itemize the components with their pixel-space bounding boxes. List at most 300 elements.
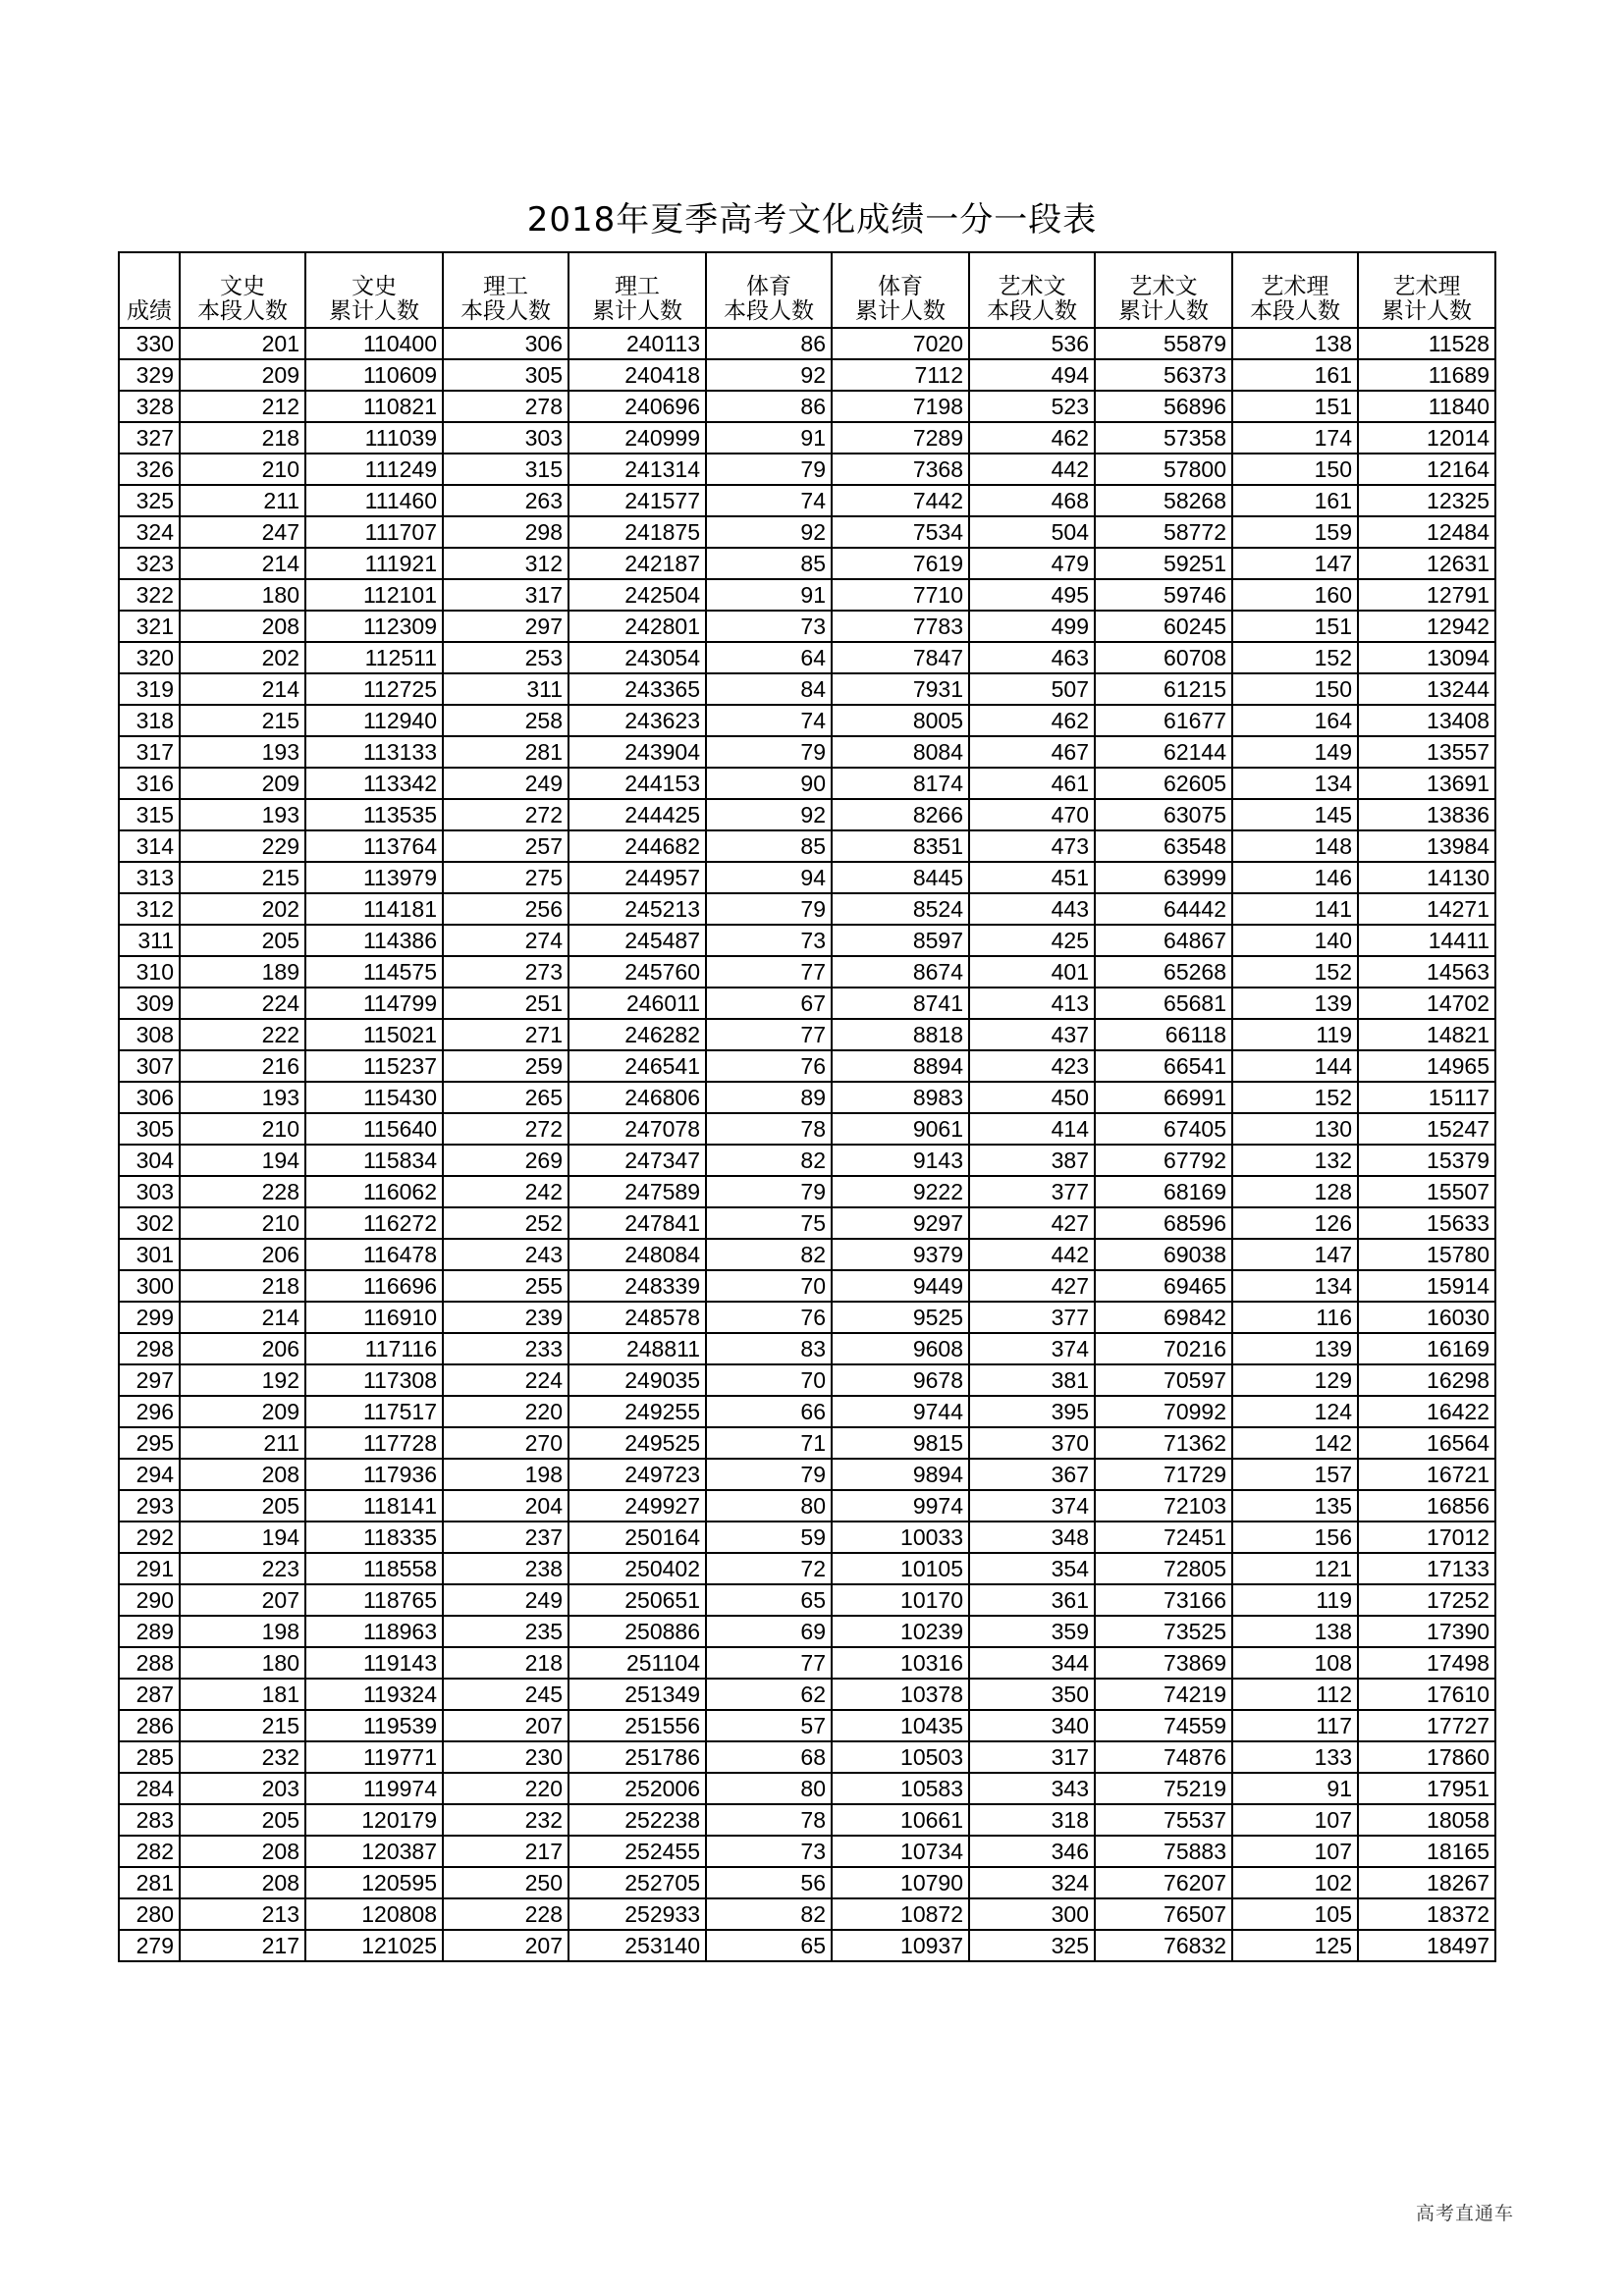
cell-ws_cum: 113133 xyxy=(305,736,443,768)
cell-ysl_seg: 128 xyxy=(1232,1176,1358,1207)
cell-ws_seg: 208 xyxy=(180,1459,305,1490)
cell-ysw_seg: 381 xyxy=(969,1364,1095,1396)
table-row xyxy=(119,328,1495,359)
cell-ysw_cum: 67792 xyxy=(1095,1145,1232,1176)
table-row xyxy=(119,925,1495,956)
cell-lg_seg: 272 xyxy=(443,799,568,830)
cell-score: 321 xyxy=(119,611,180,642)
cell-lg_cum: 248811 xyxy=(568,1333,706,1364)
cell-lg_cum: 252933 xyxy=(568,1898,706,1930)
cell-ysw_seg: 387 xyxy=(969,1145,1095,1176)
cell-ysl_seg: 151 xyxy=(1232,611,1358,642)
table-row xyxy=(119,1396,1495,1427)
column-header-category: 理工 xyxy=(483,274,528,300)
cell-ws_seg: 205 xyxy=(180,1490,305,1522)
cell-ysl_cum: 15780 xyxy=(1358,1239,1495,1270)
cell-ws_cum: 113764 xyxy=(305,830,443,862)
cell-score: 316 xyxy=(119,768,180,799)
table-row xyxy=(119,422,1495,454)
cell-ysw_cum: 70992 xyxy=(1095,1396,1232,1427)
cell-lg_seg: 233 xyxy=(443,1333,568,1364)
cell-ysl_cum: 14271 xyxy=(1358,893,1495,925)
cell-score: 318 xyxy=(119,705,180,736)
cell-ty_cum: 10583 xyxy=(832,1773,969,1804)
column-header-metric: 本段人数 xyxy=(724,298,814,325)
table-row xyxy=(119,1302,1495,1333)
cell-ws_cum: 114799 xyxy=(305,988,443,1019)
cell-ysw_seg: 473 xyxy=(969,830,1095,862)
table-row xyxy=(119,1930,1495,1961)
cell-ysw_seg: 443 xyxy=(969,893,1095,925)
cell-score: 310 xyxy=(119,956,180,988)
cell-ws_cum: 117308 xyxy=(305,1364,443,1396)
cell-ty_cum: 7534 xyxy=(832,516,969,548)
cell-ysl_cum: 17860 xyxy=(1358,1741,1495,1773)
cell-lg_seg: 230 xyxy=(443,1741,568,1773)
table-row xyxy=(119,1616,1495,1647)
cell-lg_seg: 243 xyxy=(443,1239,568,1270)
table-row xyxy=(119,1490,1495,1522)
cell-ws_seg: 193 xyxy=(180,799,305,830)
cell-lg_cum: 240418 xyxy=(568,359,706,391)
table-row xyxy=(119,1804,1495,1836)
cell-ty_cum: 8741 xyxy=(832,988,969,1019)
cell-ysw_cum: 75537 xyxy=(1095,1804,1232,1836)
cell-ty_seg: 79 xyxy=(706,736,832,768)
cell-ty_seg: 56 xyxy=(706,1867,832,1898)
cell-ty_cum: 7198 xyxy=(832,391,969,422)
cell-ty_cum: 8351 xyxy=(832,830,969,862)
header-row xyxy=(119,252,1495,328)
cell-lg_seg: 250 xyxy=(443,1867,568,1898)
cell-ty_seg: 85 xyxy=(706,548,832,579)
cell-ty_cum: 9379 xyxy=(832,1239,969,1270)
cell-ws_cum: 118335 xyxy=(305,1522,443,1553)
cell-ysw_cum: 73869 xyxy=(1095,1647,1232,1679)
cell-ysw_cum: 73525 xyxy=(1095,1616,1232,1647)
cell-ty_seg: 66 xyxy=(706,1396,832,1427)
cell-ty_seg: 59 xyxy=(706,1522,832,1553)
cell-lg_seg: 278 xyxy=(443,391,568,422)
cell-lg_cum: 247347 xyxy=(568,1145,706,1176)
cell-ty_cum: 9222 xyxy=(832,1176,969,1207)
cell-ws_cum: 116062 xyxy=(305,1176,443,1207)
cell-ws_seg: 232 xyxy=(180,1741,305,1773)
cell-ysw_cum: 71729 xyxy=(1095,1459,1232,1490)
cell-ysl_cum: 13557 xyxy=(1358,736,1495,768)
table-row xyxy=(119,1584,1495,1616)
cell-ty_seg: 79 xyxy=(706,893,832,925)
cell-ty_cum: 7710 xyxy=(832,579,969,611)
column-header-metric: 本段人数 xyxy=(1250,298,1340,325)
cell-ysl_seg: 138 xyxy=(1232,328,1358,359)
cell-score: 291 xyxy=(119,1553,180,1584)
cell-ty_seg: 85 xyxy=(706,830,832,862)
cell-ysl_seg: 121 xyxy=(1232,1553,1358,1584)
cell-ws_cum: 119539 xyxy=(305,1710,443,1741)
cell-ty_cum: 8894 xyxy=(832,1050,969,1082)
cell-ws_seg: 215 xyxy=(180,1710,305,1741)
cell-ws_cum: 116696 xyxy=(305,1270,443,1302)
cell-ws_cum: 111460 xyxy=(305,485,443,516)
cell-ws_cum: 110400 xyxy=(305,328,443,359)
cell-ty_cum: 10435 xyxy=(832,1710,969,1741)
cell-ws_seg: 213 xyxy=(180,1898,305,1930)
cell-ws_seg: 217 xyxy=(180,1930,305,1961)
cell-ty_cum: 9449 xyxy=(832,1270,969,1302)
cell-ty_seg: 76 xyxy=(706,1302,832,1333)
cell-ysl_cum: 12014 xyxy=(1358,422,1495,454)
cell-lg_seg: 220 xyxy=(443,1396,568,1427)
cell-lg_cum: 244682 xyxy=(568,830,706,862)
column-header-category: 体育 xyxy=(878,274,923,300)
cell-ws_cum: 115237 xyxy=(305,1050,443,1082)
cell-ysw_seg: 317 xyxy=(969,1741,1095,1773)
cell-ws_cum: 116910 xyxy=(305,1302,443,1333)
cell-score: 327 xyxy=(119,422,180,454)
column-header-category: 体育 xyxy=(746,274,791,300)
cell-ty_cum: 10378 xyxy=(832,1679,969,1710)
cell-lg_seg: 298 xyxy=(443,516,568,548)
cell-lg_seg: 274 xyxy=(443,925,568,956)
cell-ws_cum: 119324 xyxy=(305,1679,443,1710)
cell-ws_cum: 110821 xyxy=(305,391,443,422)
cell-ws_cum: 119974 xyxy=(305,1773,443,1804)
cell-ysl_cum: 17498 xyxy=(1358,1647,1495,1679)
cell-ty_seg: 77 xyxy=(706,956,832,988)
cell-ws_seg: 209 xyxy=(180,1396,305,1427)
cell-ws_cum: 113342 xyxy=(305,768,443,799)
column-header-ysl_cum xyxy=(1358,252,1495,328)
cell-lg_cum: 251104 xyxy=(568,1647,706,1679)
cell-ty_cum: 8674 xyxy=(832,956,969,988)
cell-ysl_seg: 147 xyxy=(1232,1239,1358,1270)
cell-score: 302 xyxy=(119,1207,180,1239)
cell-ty_cum: 7289 xyxy=(832,422,969,454)
cell-ws_seg: 210 xyxy=(180,1207,305,1239)
cell-ty_seg: 74 xyxy=(706,705,832,736)
cell-ws_seg: 216 xyxy=(180,1050,305,1082)
cell-lg_seg: 317 xyxy=(443,579,568,611)
cell-ty_cum: 10790 xyxy=(832,1867,969,1898)
cell-ysl_seg: 150 xyxy=(1232,454,1358,485)
table-row xyxy=(119,1239,1495,1270)
cell-ty_seg: 68 xyxy=(706,1741,832,1773)
cell-score: 307 xyxy=(119,1050,180,1082)
cell-ysl_seg: 144 xyxy=(1232,1050,1358,1082)
cell-ws_seg: 202 xyxy=(180,893,305,925)
column-header-category: 艺术理 xyxy=(1261,274,1329,300)
cell-ysw_cum: 63075 xyxy=(1095,799,1232,830)
cell-lg_seg: 224 xyxy=(443,1364,568,1396)
cell-score: 286 xyxy=(119,1710,180,1741)
cell-ws_cum: 117728 xyxy=(305,1427,443,1459)
cell-score: 294 xyxy=(119,1459,180,1490)
cell-ysw_cum: 56373 xyxy=(1095,359,1232,391)
column-header-metric: 累计人数 xyxy=(1381,298,1472,325)
cell-ws_seg: 208 xyxy=(180,1836,305,1867)
cell-ysl_seg: 102 xyxy=(1232,1867,1358,1898)
cell-lg_cum: 242187 xyxy=(568,548,706,579)
column-header-ysl_seg xyxy=(1232,252,1358,328)
cell-ysw_seg: 346 xyxy=(969,1836,1095,1867)
cell-ysw_cum: 69842 xyxy=(1095,1302,1232,1333)
cell-ty_cum: 9974 xyxy=(832,1490,969,1522)
cell-ty_seg: 86 xyxy=(706,391,832,422)
cell-ysl_seg: 152 xyxy=(1232,956,1358,988)
table-row xyxy=(119,579,1495,611)
cell-ysw_cum: 73166 xyxy=(1095,1584,1232,1616)
cell-score: 305 xyxy=(119,1113,180,1145)
cell-lg_seg: 303 xyxy=(443,422,568,454)
cell-lg_cum: 243904 xyxy=(568,736,706,768)
cell-ysl_seg: 141 xyxy=(1232,893,1358,925)
cell-ysl_cum: 18372 xyxy=(1358,1898,1495,1930)
cell-ty_cum: 10937 xyxy=(832,1930,969,1961)
cell-ysw_seg: 374 xyxy=(969,1333,1095,1364)
cell-ysl_seg: 117 xyxy=(1232,1710,1358,1741)
cell-ysw_cum: 66991 xyxy=(1095,1082,1232,1113)
cell-ysl_seg: 146 xyxy=(1232,862,1358,893)
cell-ysl_seg: 157 xyxy=(1232,1459,1358,1490)
table-row xyxy=(119,956,1495,988)
cell-ysw_seg: 413 xyxy=(969,988,1095,1019)
column-header-metric: 累计人数 xyxy=(1118,298,1209,325)
cell-ws_seg: 212 xyxy=(180,391,305,422)
cell-lg_seg: 257 xyxy=(443,830,568,862)
cell-ysl_cum: 14130 xyxy=(1358,862,1495,893)
cell-ysw_seg: 318 xyxy=(969,1804,1095,1836)
cell-lg_cum: 250651 xyxy=(568,1584,706,1616)
cell-score: 324 xyxy=(119,516,180,548)
cell-lg_seg: 249 xyxy=(443,768,568,799)
cell-ysw_seg: 494 xyxy=(969,359,1095,391)
table-row xyxy=(119,454,1495,485)
cell-ty_cum: 9525 xyxy=(832,1302,969,1333)
cell-ysl_seg: 134 xyxy=(1232,1270,1358,1302)
cell-lg_seg: 306 xyxy=(443,328,568,359)
cell-lg_cum: 248339 xyxy=(568,1270,706,1302)
cell-lg_cum: 240113 xyxy=(568,328,706,359)
cell-score: 280 xyxy=(119,1898,180,1930)
cell-score: 329 xyxy=(119,359,180,391)
cell-ws_seg: 210 xyxy=(180,454,305,485)
cell-ysw_cum: 75883 xyxy=(1095,1836,1232,1867)
table-row xyxy=(119,359,1495,391)
cell-lg_cum: 244153 xyxy=(568,768,706,799)
table-row xyxy=(119,1710,1495,1741)
cell-ysw_cum: 63548 xyxy=(1095,830,1232,862)
cell-ysl_cum: 12325 xyxy=(1358,485,1495,516)
cell-lg_cum: 241314 xyxy=(568,454,706,485)
cell-ty_cum: 10872 xyxy=(832,1898,969,1930)
cell-ty_cum: 10033 xyxy=(832,1522,969,1553)
cell-ty_cum: 9678 xyxy=(832,1364,969,1396)
cell-ysl_cum: 17727 xyxy=(1358,1710,1495,1741)
table-row xyxy=(119,1427,1495,1459)
table-row xyxy=(119,1522,1495,1553)
cell-ysw_seg: 401 xyxy=(969,956,1095,988)
cell-lg_seg: 207 xyxy=(443,1930,568,1961)
cell-ysl_cum: 12942 xyxy=(1358,611,1495,642)
cell-ty_seg: 78 xyxy=(706,1113,832,1145)
table-body xyxy=(119,328,1495,1961)
cell-ysl_seg: 142 xyxy=(1232,1427,1358,1459)
cell-ysl_cum: 18497 xyxy=(1358,1930,1495,1961)
cell-ws_seg: 210 xyxy=(180,1113,305,1145)
cell-ysl_seg: 152 xyxy=(1232,642,1358,673)
cell-lg_seg: 249 xyxy=(443,1584,568,1616)
cell-score: 290 xyxy=(119,1584,180,1616)
cell-ysw_cum: 66541 xyxy=(1095,1050,1232,1082)
cell-ysw_seg: 437 xyxy=(969,1019,1095,1050)
cell-ty_cum: 9608 xyxy=(832,1333,969,1364)
cell-lg_seg: 259 xyxy=(443,1050,568,1082)
table-row xyxy=(119,1867,1495,1898)
cell-ysw_seg: 348 xyxy=(969,1522,1095,1553)
cell-ysw_cum: 74559 xyxy=(1095,1710,1232,1741)
table-row xyxy=(119,1176,1495,1207)
cell-ws_seg: 214 xyxy=(180,548,305,579)
cell-ysw_seg: 350 xyxy=(969,1679,1095,1710)
cell-ty_seg: 86 xyxy=(706,328,832,359)
cell-score: 293 xyxy=(119,1490,180,1522)
table-row xyxy=(119,611,1495,642)
cell-lg_cum: 250402 xyxy=(568,1553,706,1584)
cell-lg_cum: 250886 xyxy=(568,1616,706,1647)
cell-lg_seg: 220 xyxy=(443,1773,568,1804)
cell-ysl_seg: 139 xyxy=(1232,1333,1358,1364)
cell-lg_cum: 249255 xyxy=(568,1396,706,1427)
cell-ty_seg: 92 xyxy=(706,516,832,548)
cell-ty_cum: 10105 xyxy=(832,1553,969,1584)
column-header-ws_cum xyxy=(305,252,443,328)
cell-score: 328 xyxy=(119,391,180,422)
cell-score: 287 xyxy=(119,1679,180,1710)
cell-ysl_cum: 15507 xyxy=(1358,1176,1495,1207)
cell-ysl_seg: 138 xyxy=(1232,1616,1358,1647)
cell-ysw_seg: 427 xyxy=(969,1207,1095,1239)
cell-lg_seg: 228 xyxy=(443,1898,568,1930)
cell-ws_seg: 218 xyxy=(180,1270,305,1302)
cell-ysw_cum: 68169 xyxy=(1095,1176,1232,1207)
cell-score: 314 xyxy=(119,830,180,862)
cell-lg_seg: 270 xyxy=(443,1427,568,1459)
cell-ws_seg: 218 xyxy=(180,422,305,454)
cell-ty_seg: 73 xyxy=(706,925,832,956)
cell-lg_cum: 248084 xyxy=(568,1239,706,1270)
column-header-category xyxy=(120,275,179,299)
table-row xyxy=(119,1019,1495,1050)
cell-score: 299 xyxy=(119,1302,180,1333)
cell-ysl_seg: 133 xyxy=(1232,1741,1358,1773)
cell-ysw_cum: 72103 xyxy=(1095,1490,1232,1522)
cell-ty_seg: 75 xyxy=(706,1207,832,1239)
table-row xyxy=(119,516,1495,548)
cell-ty_seg: 73 xyxy=(706,1836,832,1867)
cell-ty_cum: 7442 xyxy=(832,485,969,516)
cell-ty_cum: 7112 xyxy=(832,359,969,391)
cell-ysw_seg: 361 xyxy=(969,1584,1095,1616)
cell-lg_seg: 232 xyxy=(443,1804,568,1836)
cell-lg_cum: 246806 xyxy=(568,1082,706,1113)
cell-ws_cum: 116272 xyxy=(305,1207,443,1239)
column-header-category: 理工 xyxy=(615,274,660,300)
cell-ws_cum: 111921 xyxy=(305,548,443,579)
cell-ysw_seg: 451 xyxy=(969,862,1095,893)
cell-lg_seg: 269 xyxy=(443,1145,568,1176)
cell-ysl_seg: 116 xyxy=(1232,1302,1358,1333)
cell-ysl_seg: 159 xyxy=(1232,516,1358,548)
cell-lg_cum: 241875 xyxy=(568,516,706,548)
cell-ysl_cum: 17012 xyxy=(1358,1522,1495,1553)
cell-ws_seg: 203 xyxy=(180,1773,305,1804)
cell-ty_seg: 67 xyxy=(706,988,832,1019)
cell-score: 326 xyxy=(119,454,180,485)
cell-lg_seg: 311 xyxy=(443,673,568,705)
table-row xyxy=(119,1773,1495,1804)
cell-lg_seg: 242 xyxy=(443,1176,568,1207)
cell-ty_cum: 8445 xyxy=(832,862,969,893)
cell-ty_cum: 9061 xyxy=(832,1113,969,1145)
table-row xyxy=(119,988,1495,1019)
cell-ws_cum: 116478 xyxy=(305,1239,443,1270)
cell-ws_cum: 112309 xyxy=(305,611,443,642)
cell-ysw_seg: 367 xyxy=(969,1459,1095,1490)
cell-ty_cum: 8084 xyxy=(832,736,969,768)
cell-ws_cum: 112511 xyxy=(305,642,443,673)
cell-ws_cum: 111707 xyxy=(305,516,443,548)
cell-ws_seg: 193 xyxy=(180,1082,305,1113)
cell-ty_seg: 65 xyxy=(706,1584,832,1616)
cell-ty_cum: 8818 xyxy=(832,1019,969,1050)
cell-score: 319 xyxy=(119,673,180,705)
cell-lg_cum: 246282 xyxy=(568,1019,706,1050)
cell-ws_seg: 208 xyxy=(180,1867,305,1898)
column-header-score xyxy=(119,252,180,328)
cell-ysl_cum: 13984 xyxy=(1358,830,1495,862)
table-row xyxy=(119,642,1495,673)
cell-ysw_cum: 57800 xyxy=(1095,454,1232,485)
cell-ty_seg: 84 xyxy=(706,673,832,705)
cell-lg_cum: 249723 xyxy=(568,1459,706,1490)
score-distribution-table xyxy=(118,251,1496,1962)
cell-lg_cum: 243623 xyxy=(568,705,706,736)
cell-ysl_cum: 17610 xyxy=(1358,1679,1495,1710)
cell-ty_seg: 79 xyxy=(706,1176,832,1207)
cell-lg_cum: 244957 xyxy=(568,862,706,893)
cell-ysl_seg: 160 xyxy=(1232,579,1358,611)
cell-ws_seg: 247 xyxy=(180,516,305,548)
cell-ws_cum: 114575 xyxy=(305,956,443,988)
cell-ty_cum: 10661 xyxy=(832,1804,969,1836)
cell-ws_cum: 117517 xyxy=(305,1396,443,1427)
cell-ysl_cum: 12791 xyxy=(1358,579,1495,611)
cell-ysw_seg: 423 xyxy=(969,1050,1095,1082)
cell-ws_cum: 114181 xyxy=(305,893,443,925)
cell-ws_cum: 118558 xyxy=(305,1553,443,1584)
cell-score: 322 xyxy=(119,579,180,611)
table-row xyxy=(119,391,1495,422)
column-header-metric: 累计人数 xyxy=(855,298,946,325)
cell-ysl_cum: 17252 xyxy=(1358,1584,1495,1616)
cell-ysw_cum: 69465 xyxy=(1095,1270,1232,1302)
cell-ws_cum: 119143 xyxy=(305,1647,443,1679)
cell-ty_cum: 7931 xyxy=(832,673,969,705)
cell-score: 308 xyxy=(119,1019,180,1050)
cell-ty_seg: 73 xyxy=(706,611,832,642)
cell-ysl_seg: 126 xyxy=(1232,1207,1358,1239)
